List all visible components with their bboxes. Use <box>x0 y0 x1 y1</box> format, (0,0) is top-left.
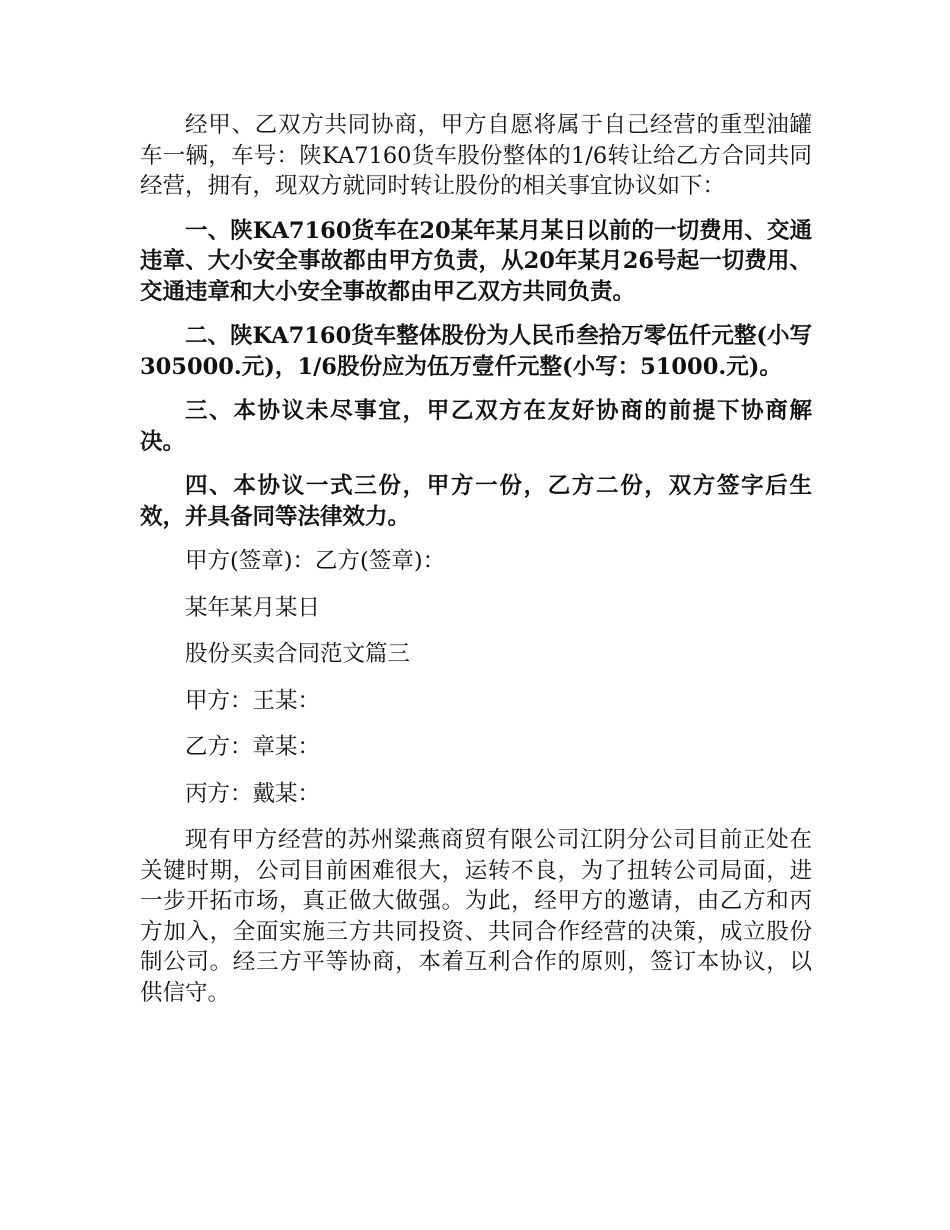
body-paragraph: 现有甲方经营的苏州粱燕商贸有限公司江阴分公司目前正处在关键时期，公司目前困难很大，运转不良，为了扭转公司局面，进一步开拓市场，真正做大做强。为此，经甲方的邀请，由乙方和丙方加入，全面实施三方共同投资、共同合作经营的决策，成立股份制公司。经三方平等协商，本着互利合作的原则，签订本协议，以供信守。 <box>140 827 812 1006</box>
party-a-line: 甲方：王某： <box>185 687 321 714</box>
section-title: 股份买卖合同范文篇三 <box>185 641 411 667</box>
signature-line: 甲方(签章)：乙方(签章)： <box>185 548 446 574</box>
clause-3: 三、本协议未尽事宜，甲乙双方在友好协商的前提下协商解决。 <box>140 398 812 455</box>
clause-2: 二、陕KA7160货车整体股份为人民币叁拾万零伍仟元整(小写305000.元)，1/6股份应为伍万壹仟元整(小写：51000.元)。 <box>140 323 812 380</box>
intro-paragraph: 经甲、乙双方共同协商，甲方自愿将属于自己经营的重型油罐车一辆，车号：陕KA7160货车股份整体的1/6转让给乙方合同共同经营，拥有，现双方就同时转让股份的相关事宜协议如下： <box>140 112 812 199</box>
party-c-line: 丙方：戴某： <box>185 780 321 807</box>
clause-1: 一、陕KA7160货车在20某年某月某日以前的一切费用、交通违章、大小安全事故都由甲方负责，从20年某月26号起一切费用、交通违章和大小安全事故都由甲乙双方共同负责。 <box>140 217 812 305</box>
clause-4: 四、本协议一式三份，甲方一份，乙方二份，双方签字后生效，并具备同等法律效力。 <box>140 473 812 530</box>
document-page <box>140 110 812 1022</box>
date-line: 某年某月某日 <box>185 594 321 621</box>
party-b-line: 乙方：章某： <box>185 734 321 760</box>
